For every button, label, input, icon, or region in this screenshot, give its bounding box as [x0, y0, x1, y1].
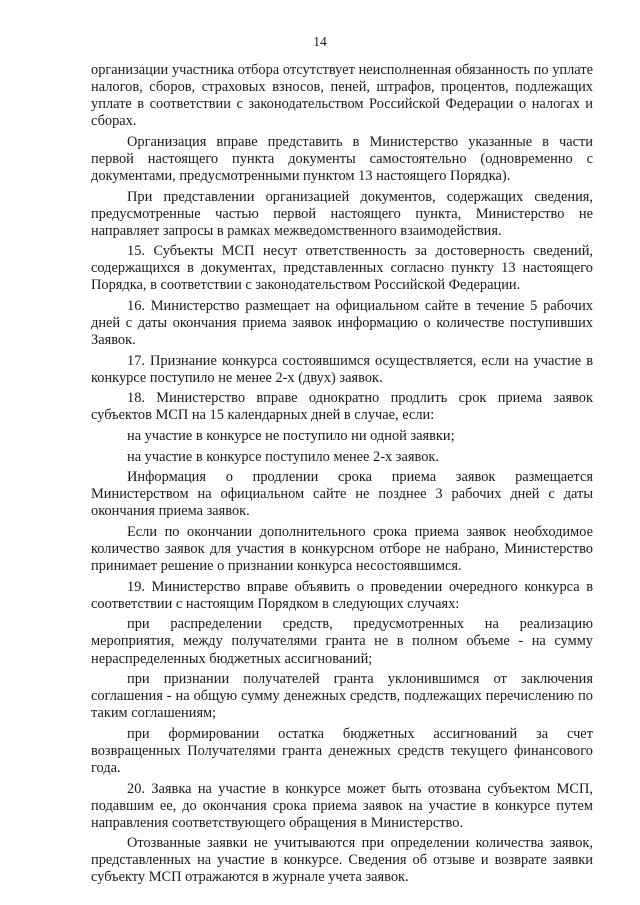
paragraph-case-fewer-applications: на участие в конкурсе поступило менее 2-х заявок.	[127, 448, 439, 465]
paragraph-organization-right: Организация вправе представить в Министерство указанные в части первой настоящего пункта документы самостоятельно (одновременно с документами, предусмотренными пунктом 13 настоящего Порядка).	[91, 133, 593, 184]
paragraph-item-18: 18. Министерство вправе однократно продлить срок приема заявок субъектов МСП на 15 календарных дней в случае, если:	[91, 390, 593, 424]
paragraph-continuation: организации участника отбора отсутствует неисполненная обязанность по уплате налогов, сборов, страховых взносов, пеней, штрафов, процентов, подлежащих уплате в соответствии с законодательством Российской Федерации о налогах и сборах.	[91, 62, 593, 130]
paragraph-case-balance: при формировании остатка бюджетных ассигнований за счет возвращенных Получателями гранта денежных средств текущего финансового года.	[91, 725, 593, 776]
paragraph-case-distribution: при распределении средств, предусмотренных на реализацию мероприятия, между получателями гранта не в полном объеме - на сумму нераспределенных бюджетных ассигнований;	[91, 616, 593, 667]
paragraph-item-17: 17. Признание конкурса состоявшимся осуществляется, если на участие в конкурсе поступило не менее 2-х (двух) заявок.	[91, 352, 593, 386]
paragraph-item-20: 20. Заявка на участие в конкурсе может быть отозвана субъектом МСП, подавшим ее, до окончания срока приема заявок на участие в конкурсе путем направления соответствующего обращения в Министерство.	[91, 780, 593, 831]
paragraph-case-evasion: при признании получателей гранта уклонившимся от заключения соглашения - на общую сумму денежных средств, подлежащих перечислению по таким соглашениям;	[91, 671, 593, 722]
paragraph-item-16: 16. Министерство размещает на официальном сайте в течение 5 рабочих дней с даты окончания приема заявок информацию о количестве поступивших Заявок.	[91, 298, 593, 349]
paragraph-contest-failed: Если по окончании дополнительного срока приема заявок необходимое количество заявок для участия в конкурсном отборе не набрано, Министерство принимает решение о признании конкурса несостоявшимся.	[91, 523, 593, 575]
document-body	[91, 62, 593, 890]
paragraph-extension-notice: Информация о продлении срока приема заявок размещается Министерством на официальном сайте не позднее 3 рабочих дней с даты окончания приема заявок.	[91, 469, 593, 520]
paragraph-item-15: 15. Субъекты МСП несут ответственность за достоверность сведений, содержащихся в документах, представленных согласно пункту 13 настоящего Порядка, в соответствии с законодательством Российской Федерации.	[91, 243, 593, 294]
paragraph-no-interagency-requests: При представлении организацией документов, содержащих сведения, предусмотренные частью первой настоящего пункта, Министерство не направляет запросы в рамках межведомственного взаимодействия.	[91, 188, 593, 239]
paragraph-item-19: 19. Министерство вправе объявить о проведении очередного конкурса в соответствии с настоящим Порядком в следующих случаях:	[91, 578, 593, 612]
paragraph-withdrawn-applications: Отозванные заявки не учитываются при определении количества заявок, представленных на участие в конкурсе. Сведения об отзыве и возврате заявки субъекту МСП отражаются в журнале учета заявок.	[91, 835, 593, 886]
paragraph-case-no-applications: на участие в конкурсе не поступило ни одной заявки;	[127, 428, 455, 445]
page-number: 14	[313, 34, 327, 49]
